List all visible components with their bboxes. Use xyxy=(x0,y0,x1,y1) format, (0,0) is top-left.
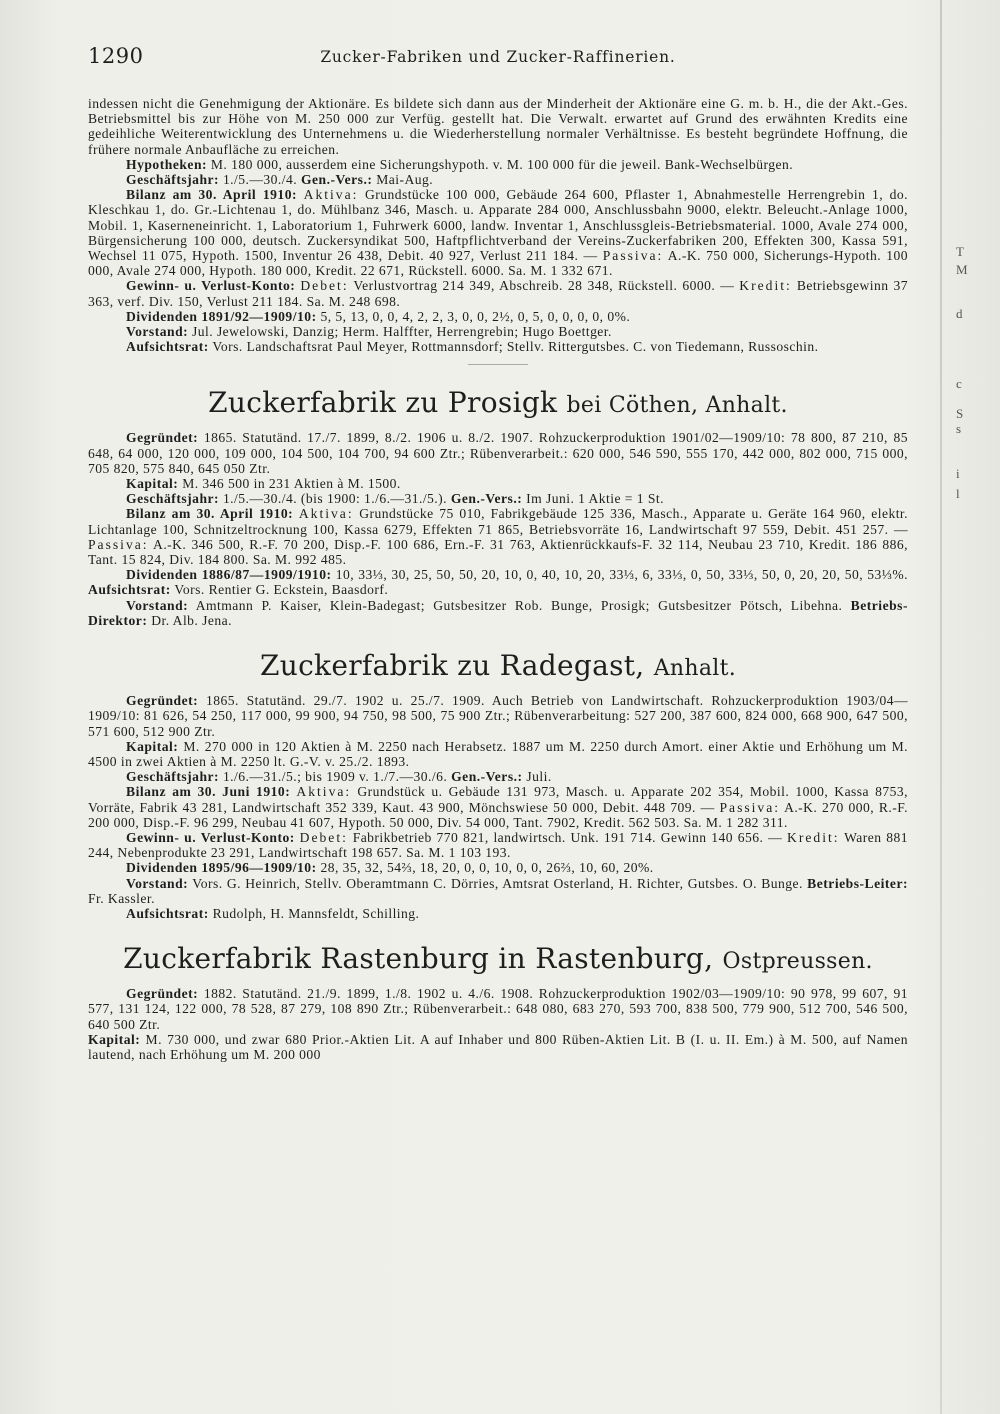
prev-entry xyxy=(88,96,908,365)
dividenden-label: Dividenden 1895/96—1909/10: xyxy=(126,860,317,876)
geschaeftsjahr-label: Geschäftsjahr: xyxy=(126,769,220,785)
vorstand xyxy=(88,876,908,906)
vorstand xyxy=(88,598,908,628)
gegruendet-text: 1882. Statutänd. 21./9. 1899, 1./8. 1902 u. 4./6. 1908. Rohzuckerproduktion 1902/03—1909/10: 90 978, 99 607, 91 577, 131 124, 122 000, 78 528, 87 279, 108 890 Ztr.; Rübenverarbeit.: 648 080, 683 270, 593 700, 838 500, 779 900, 512 700, 546 500, 640 500 Ztr. xyxy=(88,986,908,1032)
company-title xyxy=(88,650,908,685)
gewinn-kredit: Waren 881 244, Nebenprodukte 23 291, Landwirtschaft 198 657. Sa. M. 1 103 193. xyxy=(88,829,909,861)
margin-mark: S xyxy=(956,406,964,421)
company-location: Anhalt. xyxy=(653,656,737,682)
bilanz-label: Bilanz am 30. April 1910: xyxy=(126,187,298,203)
dividenden-text: 10, 33⅓, 30, 25, 50, 50, 20, 10, 0, 40, 10, 20, 33⅓, 6, 33⅓, 0, 50, 33⅓, 50, 0, 20, 20, 50, 53⅓%. xyxy=(335,567,908,583)
bilanz-passiva: A.-K. 270 000, R.-F. 200 000, Disp.-F. 96 299, Neubau 41 607, Hypoth. 50 000, Div. 54 000, Tant. 7902, Kredit. 562 503. Sa. M. 1 282 311. xyxy=(88,799,908,830)
aufsichtsrat xyxy=(88,906,908,921)
gegruendet-text: 1865. Statutänd. 29./7. 1902 u. 25./7. 1909. Auch Betrieb von Landwirtschaft. Rohzuckerproduktion 1903/04—1909/10: 81 626, 54 250, 117 000, 99 900, 94 750, 98 500, 75 900 Ztr.; Rübenverarbeitung: 527 200, 387 600, 824 000, 668 900, 647 500, 571 600, 512 900 Ztr. xyxy=(88,693,908,739)
company-title xyxy=(88,943,908,978)
bilanz-aktiva: Grundstücke 100 000, Gebäude 264 600, Pflaster 1, Abnahmestelle Herrengrebin 1, do. Kleschkau 1, do. Gr.-Lichtenau 1, do. Mühlbanz 346, Masch. u. Apparate 284 000, Anschlussbahn 9000, elektr. Beleucht.-Anlage 1000, Mobil. 1, Kaserneneinricht. 1, Laboratorium 1, Fuhrwerk 6000, landw. Inventar 1, Anschlussgleis-Betriebsmaterial. 1000, Avale 274 000, Bürgensicherung 100 000, deutsch. Zuckersyndikat 500, Haftpflichtverband der Vereins-Zuckerfabriken 200, Effekten 300, Kassa 591, Wechsel 11 075, Hypoth. 1500, Inventur 26 438, Debit. 40 927, Verlust 211 184. — xyxy=(88,187,908,264)
bilanz-passiva: A.-K. 750 000, Sicherungs-Hypoth. 100 000, Avale 274 000, Hypoth. 180 000, Kredit. 22 671, Rückstell. 6000. Sa. M. 1 332 671. xyxy=(88,248,908,279)
gegruendet-label: Gegründet: xyxy=(126,986,199,1002)
entry-prosigk xyxy=(88,387,908,628)
kapital-label: Kapital: xyxy=(88,1031,141,1047)
running-head: Zucker-Fabriken und Zucker-Raffinerien. xyxy=(320,48,676,66)
bilanz-label: Bilanz am 30. Juni 1910: xyxy=(126,784,291,800)
gewinn xyxy=(88,830,908,860)
genvers-label: Gen.-Vers.: xyxy=(450,491,523,507)
hypotheken-label: Hypotheken: xyxy=(126,156,208,172)
genvers-label: Gen.-Vers.: xyxy=(300,172,373,188)
dividenden xyxy=(88,860,908,875)
dividenden-label: Dividenden 1891/92—1909/10: xyxy=(126,308,317,324)
gegruendet xyxy=(88,986,908,1032)
vorstand-text: Jul. Jewelowski, Danzig; Herm. Halffter, Herrengrebin; Hugo Boettger. xyxy=(192,324,612,340)
bilanz-aktiva: Grundstück u. Gebäude 131 973, Masch. u. Apparate 202 354, Mobil. 1000, Kassa 8753, Vorräte, Fabrik 43 281, Landwirtschaft 352 339, Kaut. 43 900, Mönchswiese 50 000, Debit. 448 709. — xyxy=(88,784,908,815)
bilanz-label: Bilanz am 30. April 1910: xyxy=(126,506,294,522)
kapital-label: Kapital: xyxy=(126,476,179,492)
leiter-label: Betriebs-Leiter: xyxy=(807,875,909,891)
kredit-label: Kredit: xyxy=(787,829,840,845)
geschaeftsjahr-text: 1./6.—31./5.; bis 1909 v. 1./7.—30./6. xyxy=(222,769,448,785)
aufsichtsrat-text: Rudolph, H. Mannsfeldt, Schilling. xyxy=(212,905,420,921)
gewinn-kredit: Betriebsgewinn 37 363, verf. Div. 150, Verlust 211 184. Sa. M. 248 698. xyxy=(88,278,908,309)
aufsichtsrat-text: Vors. Rentier G. Eckstein, Baasdorf. xyxy=(174,582,389,598)
gewinn-debet: Fabrikbetrieb 770 821, landwirtsch. Unk. 191 714. Gewinn 140 656. — xyxy=(352,829,783,845)
geschaeftsjahr-label: Geschäftsjahr: xyxy=(126,172,220,188)
geschaeftsjahr xyxy=(88,491,908,506)
gegruendet-label: Gegründet: xyxy=(126,693,199,709)
page-header xyxy=(88,44,908,78)
kapital xyxy=(88,476,908,491)
bilanz-passiva: A.-K. 346 500, R.-F. 70 200, Disp.-F. 100 686, Ern.-F. 31 763, Aktienrückkaufs-F. 32 114, Neubau 23 710, Kredit. 186 886, Tant. 15 824, Div. 184 800. Sa. M. 992 485. xyxy=(88,536,908,568)
gegruendet xyxy=(88,430,908,476)
entry-rastenburg xyxy=(88,943,908,1062)
dividenden-text: 28, 35, 32, 54⅔, 18, 20, 0, 0, 10, 0, 0, 26⅔, 10, 60, 20%. xyxy=(320,860,654,876)
aktiva-label: Aktiva: xyxy=(296,784,352,800)
prev-entry-gewinn xyxy=(88,278,908,308)
vorstand-label: Vorstand: xyxy=(126,875,189,891)
genvers-text: Juli. xyxy=(526,769,552,785)
entry-radegast xyxy=(88,650,908,921)
genvers-label: Gen.-Vers.: xyxy=(451,769,523,785)
dividenden xyxy=(88,567,908,597)
dividenden-label: Dividenden 1886/87—1909/1910: xyxy=(126,567,332,583)
vorstand-text: Amtmann P. Kaiser, Klein-Badegast; Gutsbesitzer Rob. Bunge, Prosigk; Gutsbesitzer Pötsch, Libehna. xyxy=(195,597,843,613)
margin-mark: T xyxy=(956,244,964,259)
gegruendet-label: Gegründet: xyxy=(126,430,199,446)
vorstand-label: Vorstand: xyxy=(126,597,189,613)
margin-mark: s xyxy=(956,421,962,436)
passiva-label: Passiva: xyxy=(602,248,664,264)
genvers-text: Im Juni. 1 Aktie = 1 St. xyxy=(526,491,664,507)
genvers-text: Mai-Aug. xyxy=(376,172,434,188)
kapital-text: M. 346 500 in 231 Aktien à M. 1500. xyxy=(182,476,401,492)
geschaeftsjahr-text: 1./5.—30./4. (bis 1900: 1./6.—31./5.). xyxy=(222,491,447,507)
gewinn-label: Gewinn- u. Verlust-Konto: xyxy=(126,278,296,294)
prev-entry-vorstand xyxy=(88,324,908,339)
aktiva-label: Aktiva: xyxy=(303,187,359,203)
kapital-text: M. 730 000, und zwar 680 Prior.-Aktien Lit. A auf Inhaber und 800 Rüben-Aktien Lit. B (I. u. II. Em.) à M. 500, auf Namen lautend, nach Erhöhung um M. 200 000 xyxy=(88,1031,908,1062)
geschaeftsjahr-label: Geschäftsjahr: xyxy=(126,491,220,507)
prev-entry-hypotheken xyxy=(88,157,908,172)
vorstand-text: Vors. G. Heinrich, Stellv. Oberamtmann C. Dörries, Amtsrat Osterland, H. Richter, Gutsbes. O. Bunge. xyxy=(192,875,803,891)
company-name: Zuckerfabrik Rastenburg in Rastenburg, xyxy=(123,942,714,976)
prev-entry-para: indessen nicht die Genehmigung der Aktionäre. Es bildete sich dann aus der Minderheit der Aktionäre eine G. m. b. H., die der Akt.-Ges. Betriebsmittel bis zur Höhe von M. 250 000 zur Verfüg. gestellt hat. Die Verwalt. erwartet auf Grund des erwähnten Kredits eine gedeihliche Weiterentwicklung des Unternehmens u. die Wiederherstellung normaler Verhältnisse. Es besteht begründete Hoffnung, die frühere normale Anbaufläche zu erreichen. xyxy=(88,96,908,157)
passiva-label: Passiva: xyxy=(719,799,781,815)
bilanz xyxy=(88,506,908,567)
page-number: 1290 xyxy=(88,44,144,68)
gegruendet-text: 1865. Statutänd. 17./7. 1899, 8./2. 1906 u. 8./2. 1907. Rohzuckerproduktion 1901/02—1909/10: 78 800, 87 210, 85 648, 64 000, 120 000, 109 000, 104 500, 104 700, 94 600 Ztr.; Rübenverarbeit.: 620 000, 546 590, 555 170, 442 000, 802 000, 715 000, 705 820, 575 840, 645 050 Ztr. xyxy=(88,430,908,476)
kapital xyxy=(88,1032,908,1062)
section-divider xyxy=(468,364,528,365)
company-title xyxy=(88,387,908,422)
vorstand-label: Vorstand: xyxy=(126,324,189,340)
geschaeftsjahr xyxy=(88,769,908,784)
gegruendet xyxy=(88,693,908,739)
aktiva-label: Aktiva: xyxy=(298,506,354,522)
company-location: Ostpreussen. xyxy=(722,949,873,975)
kredit-label: Kredit: xyxy=(739,278,792,294)
prev-entry-dividenden xyxy=(88,309,908,324)
direktor-label: Betriebs-Direktor: xyxy=(88,597,908,628)
bilanz-aktiva: Grundstücke 75 010, Fabrikgebäude 125 336, Masch., Apparate u. Geräte 164 960, elektr. Lichtanlage 100, Schnitzeltrocknung 100, Kassa 6279, Effekten 71 865, Betriebsvorräte 16, Landwirtschaft 97 559, Debit. 451 257. — xyxy=(88,506,909,537)
gewinn-debet: Verlustvortrag 214 349, Abschreib. 28 348, Rückstell. 6000. — xyxy=(353,278,735,294)
margin-mark: l xyxy=(956,486,960,501)
aufsichtsrat-label: Aufsichtsrat: xyxy=(126,339,209,355)
company-name: Zuckerfabrik zu Radegast, xyxy=(259,649,645,683)
direktor-text: Dr. Alb. Jena. xyxy=(151,612,232,628)
aufsichtsrat-label: Aufsichtsrat: xyxy=(88,582,171,598)
prev-entry-bilanz xyxy=(88,187,908,278)
text-column xyxy=(88,96,908,1062)
debet-label: Debet: xyxy=(300,278,349,294)
bilanz xyxy=(88,784,908,830)
kapital-label: Kapital: xyxy=(126,738,179,754)
gewinn-label: Gewinn- u. Verlust-Konto: xyxy=(126,829,295,845)
geschaeftsjahr-text: 1./5.—30./4. xyxy=(222,172,298,188)
leiter-text: Fr. Kassler. xyxy=(88,890,155,906)
passiva-label: Passiva: xyxy=(88,536,149,552)
prev-entry-geschaeftsjahr xyxy=(88,172,908,187)
hypotheken-text: M. 180 000, ausserdem eine Sicherungshypoth. v. M. 100 000 für die jeweil. Bank-Wechselbürgen. xyxy=(210,156,794,172)
page-spine-shadow xyxy=(940,0,942,1414)
dividenden-text: 5, 5, 13, 0, 0, 4, 2, 2, 3, 0, 0, 2½, 0, 5, 0, 0, 0, 0, 0%. xyxy=(320,308,631,324)
margin-mark: M xyxy=(956,262,968,277)
aufsichtsrat-label: Aufsichtsrat: xyxy=(126,905,209,921)
company-name: Zuckerfabrik zu Prosigk xyxy=(208,386,558,420)
kapital-text: M. 270 000 in 120 Aktien à M. 2250 nach Herabsetz. 1887 um M. 2250 durch Amort. einer Aktie und Erhöhung um M. 4500 in zwei Aktien à M. 2250 lt. G.-V. v. 25./2. 1893. xyxy=(88,738,908,769)
margin-mark: i xyxy=(956,466,960,481)
margin-mark: c xyxy=(956,376,962,391)
company-location: bei Cöthen, Anhalt. xyxy=(566,393,788,419)
kapital xyxy=(88,739,908,769)
margin-mark: d xyxy=(956,306,963,321)
debet-label: Debet: xyxy=(299,829,348,845)
prev-entry-aufsichtsrat xyxy=(88,339,908,354)
aufsichtsrat-text: Vors. Landschaftsrat Paul Meyer, Rottmannsdorf; Stellv. Rittergutsbes. C. von Tiedemann, Russoschin. xyxy=(212,339,819,355)
